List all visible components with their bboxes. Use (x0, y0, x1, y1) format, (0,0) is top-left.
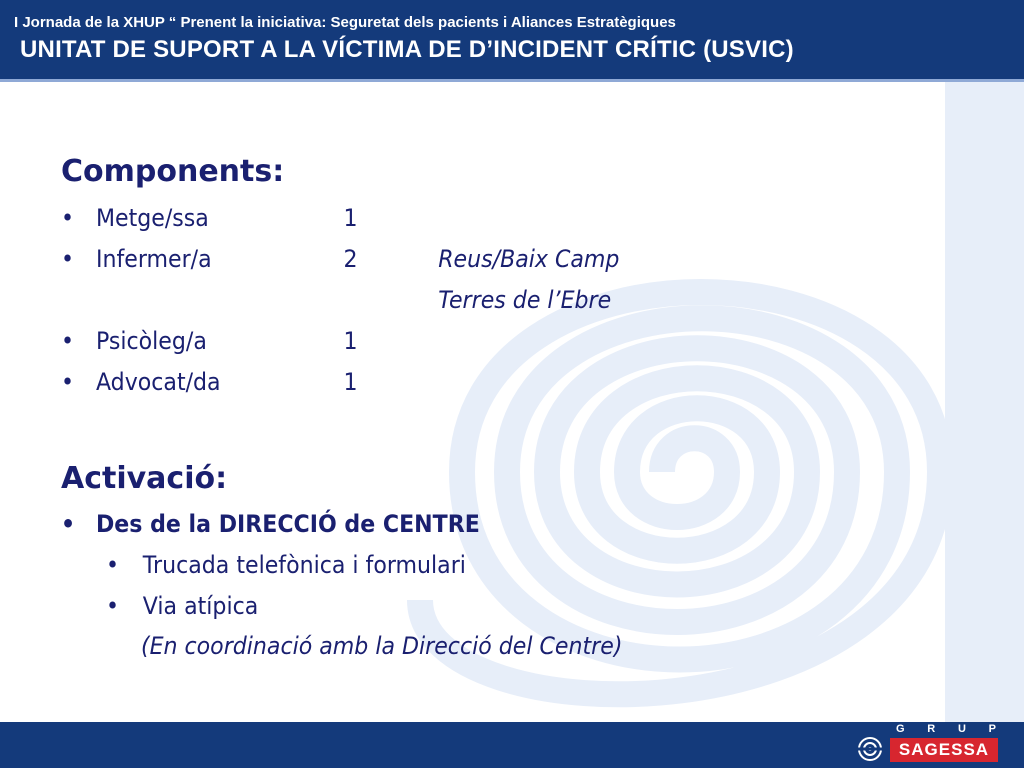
logo-grup-text (896, 723, 996, 737)
logo-letter: G (896, 723, 905, 735)
bullet-icon (61, 367, 74, 397)
activation-heading: Activació: (61, 461, 228, 496)
logo-letter: U (957, 723, 966, 735)
activation-note: (En coordinació amb la Direcció del Centre) (140, 632, 623, 660)
component-label: Metge/ssa (95, 204, 209, 232)
component-count: 2 (343, 245, 358, 273)
activation-subitem-label: Trucada telefònica i formulari (142, 551, 466, 579)
bullet-icon (61, 244, 74, 274)
component-count: 1 (343, 327, 358, 355)
logo-letter: P (988, 723, 996, 735)
component-count: 1 (343, 204, 358, 232)
bullet-icon (106, 591, 119, 621)
sagessa-logo: SAGESSA (898, 740, 990, 759)
component-location: Reus/Baix Camp (438, 245, 620, 273)
logo-letter: R (927, 723, 936, 735)
component-location: Terres de l’Ebre (438, 286, 612, 314)
component-count: 1 (343, 368, 358, 396)
components-heading: Components: (61, 154, 285, 189)
footer-text: I Jornada de la XHUP “ Prenent la iniciativa: Seguretat dels pacients i Aliances Estratègiques (14, 14, 676, 31)
component-label: Infermer/a (95, 245, 212, 273)
sagessa-emblem-icon (856, 735, 884, 763)
bullet-icon (61, 326, 74, 356)
slide-title: UNITAT DE SUPORT A LA VÍCTIMA DE D’INCIDENT CRÍTIC (USVIC) (20, 36, 794, 63)
bullet-icon (106, 550, 119, 580)
component-label: Advocat/da (95, 368, 221, 396)
bullet-icon (61, 203, 74, 233)
bullet-icon (61, 509, 75, 539)
activation-subitem-label: Via atípica (142, 592, 259, 620)
component-label: Psicòleg/a (95, 327, 207, 355)
activation-label: Des de la DIRECCIÓ de CENTRE (95, 510, 480, 538)
